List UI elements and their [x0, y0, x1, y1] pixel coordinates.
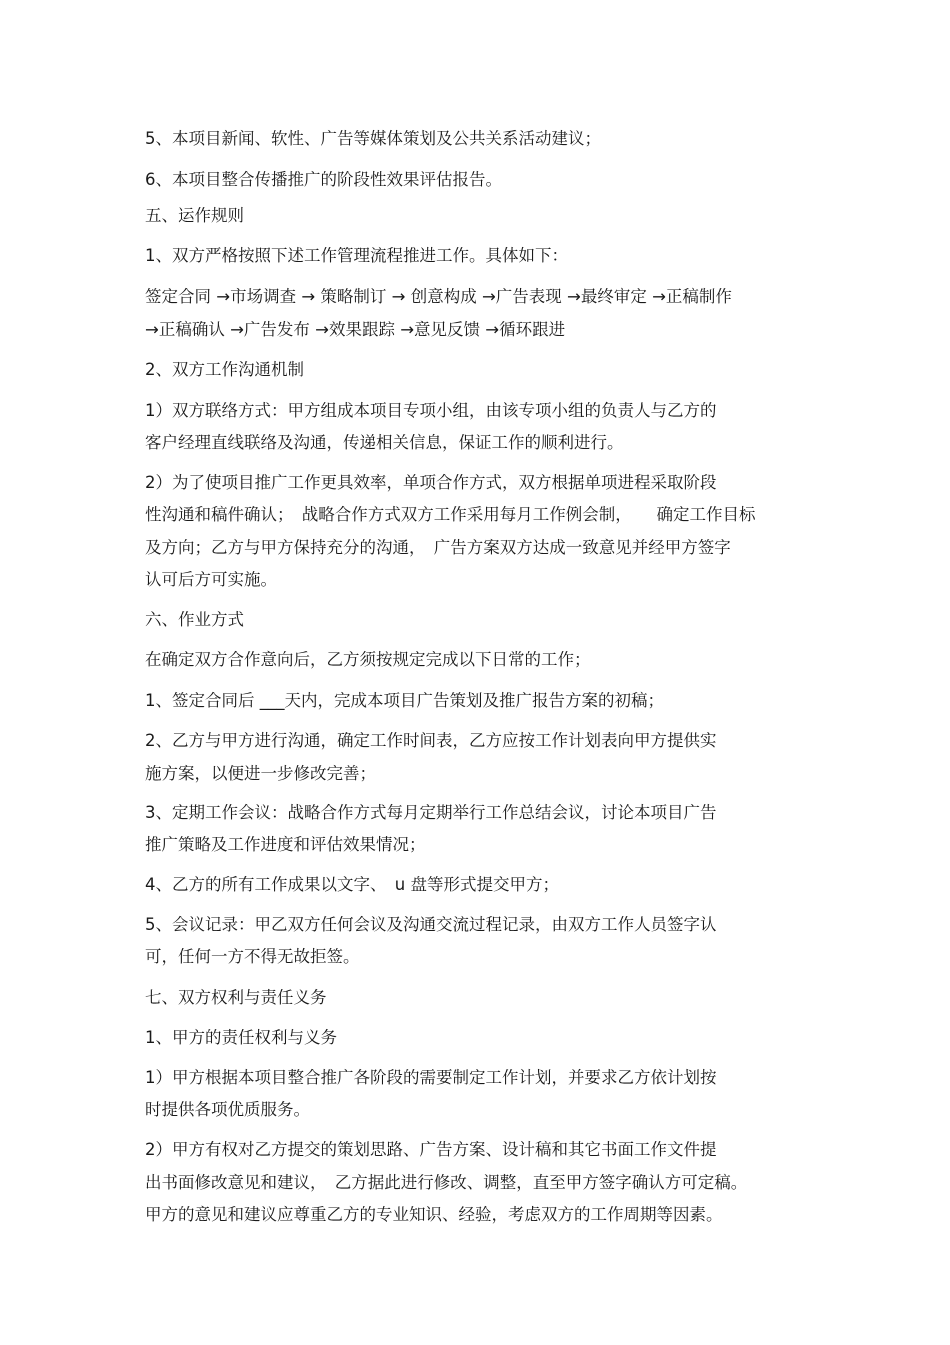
text-line: 1、签定合同后 ___天内，完成本项目广告策划及推广报告方案的初稿； [145, 691, 664, 710]
workflow-line: →正稿确认 →广告发布 →效果跟踪 →意见反馈 →循环跟进 [145, 320, 566, 339]
text-line: 2）甲方有权对乙方提交的策划思路、广告方案、设计稿和其它书面工作文件提 [145, 1140, 717, 1159]
text-line: 性沟通和稿件确认； 战略合作方式双方工作采用每月工作例会制， 确定工作目标 [145, 505, 756, 524]
text-line: 在确定双方合作意向后，乙方须按规定完成以下日常的工作； [145, 650, 591, 669]
text-line: 推广策略及工作进度和评估效果情况； [145, 835, 426, 854]
text-line: 施方案，以便进一步修改完善； [145, 764, 376, 783]
text-line: 1）甲方根据本项目整合推广各阶段的需要制定工作计划，并要求乙方依计划按 [145, 1068, 717, 1087]
text-line: 1、双方严格按照下述工作管理流程推进工作。具体如下： [145, 246, 568, 265]
section-heading: 五、运作规则 [145, 206, 244, 225]
section-heading: 七、双方权利与责任义务 [145, 988, 327, 1007]
text-line: 5、会议记录：甲乙双方任何会议及沟通交流过程记录，由双方工作人员签字认 [145, 915, 717, 934]
text-line: 及方向；乙方与甲方保持充分的沟通， 广告方案双方达成一致意见并经甲方签字 [145, 538, 731, 557]
section-heading: 六、作业方式 [145, 610, 244, 629]
workflow-line: 签定合同 →市场调查 → 策略制订 → 创意构成 →广告表现 →最终审定 →正稿制作 [145, 287, 732, 306]
text-line: 认可后方可实施。 [145, 570, 277, 589]
text-line: 客户经理直线联络及沟通，传递相关信息，保证工作的顺利进行。 [145, 433, 624, 452]
text-line: 2、乙方与甲方进行沟通，确定工作时间表，乙方应按工作计划表向甲方提供实 [145, 731, 717, 750]
text-line: 6、本项目整合传播推广的阶段性效果评估报告。 [145, 170, 502, 189]
text-line: 可，任何一方不得无故拒签。 [145, 947, 360, 966]
text-line: 3、定期工作会议：战略合作方式每月定期举行工作总结会议，讨论本项目广告 [145, 803, 717, 822]
subsection-heading: 2、双方工作沟通机制 [145, 360, 304, 379]
text-line: 1）双方联络方式：甲方组成本项目专项小组，由该专项小组的负责人与乙方的 [145, 401, 717, 420]
subsection-heading: 1、甲方的责任权利与义务 [145, 1028, 337, 1047]
text-line: 2）为了使项目推广工作更具效率，单项合作方式，双方根据单项进程采取阶段 [145, 473, 717, 492]
text-line: 出书面修改意见和建议， 乙方据此进行修改、调整，直至甲方签字确认方可定稿。 [145, 1173, 748, 1192]
text-line: 4、乙方的所有工作成果以文字、 u 盘等形式提交甲方； [145, 875, 559, 894]
text-line: 5、本项目新闻、软性、广告等媒体策划及公共关系活动建议； [145, 129, 601, 148]
text-line: 甲方的意见和建议应尊重乙方的专业知识、经验，考虑双方的工作周期等因素。 [145, 1205, 723, 1224]
text-line: 时提供各项优质服务。 [145, 1100, 310, 1119]
